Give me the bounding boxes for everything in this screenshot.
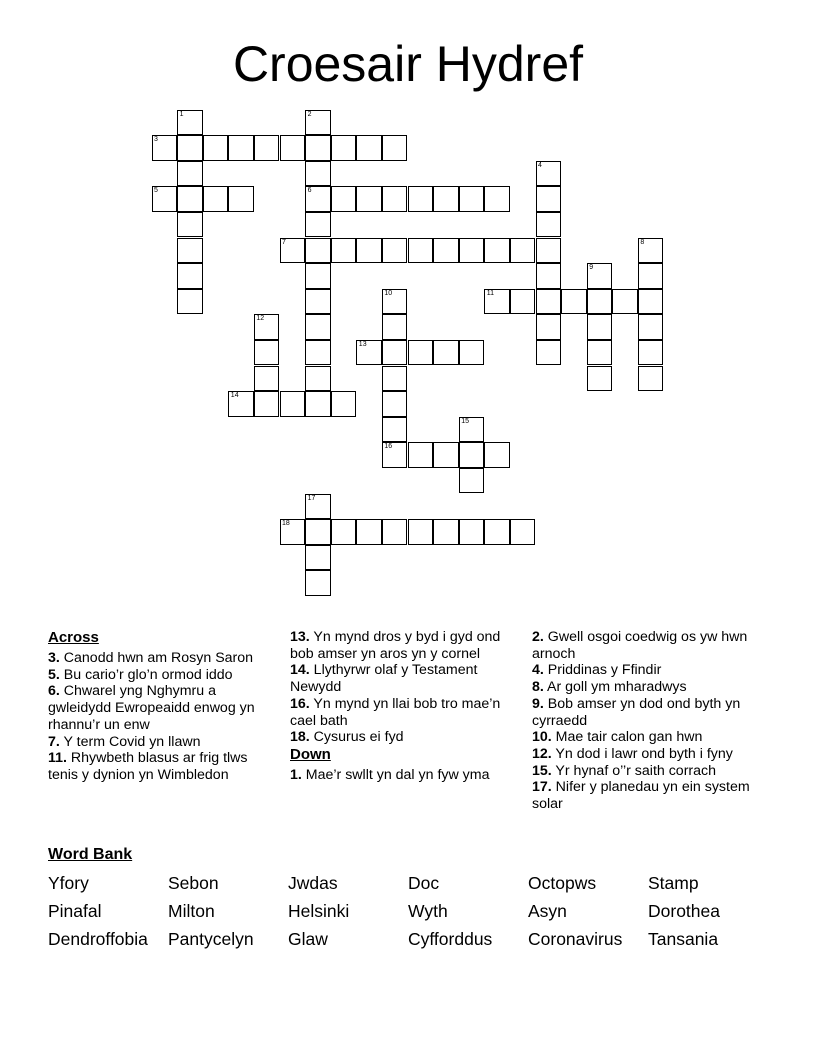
grid-cell[interactable] [484,289,510,315]
grid-cell[interactable] [305,289,331,315]
grid-cell[interactable] [638,263,664,289]
clue-number: 18 [282,520,290,528]
grid-cell[interactable] [459,442,485,468]
grid-cell[interactable] [305,110,331,136]
clue [48,650,270,667]
grid-cell[interactable] [177,238,203,264]
clue-num: 17. [532,779,552,796]
clue-text: Gwell osgoi coedwig os yw hwn arnoch [532,629,748,662]
grid-cell[interactable] [382,314,408,340]
grid-cell[interactable] [638,340,664,366]
word-bank-item: Pinafal [48,901,102,921]
clue-text: Ar goll ym mharadwys [543,679,687,696]
grid-cell[interactable] [254,340,280,366]
grid-cell[interactable] [382,391,408,417]
clue-number: 13 [358,340,367,348]
grid-cell[interactable] [638,314,664,340]
grid-cell[interactable] [536,263,562,289]
grid-cell[interactable] [459,468,485,494]
clue [290,662,515,695]
grid-cell[interactable] [356,340,382,366]
grid-cell[interactable] [459,238,485,264]
clue-number: 17 [307,494,316,502]
word-bank-item: Yfory [48,873,89,893]
clue-num: 1. [290,766,302,783]
grid-cell[interactable] [305,161,331,187]
grid-cell[interactable] [305,263,331,289]
grid-cell[interactable] [382,135,408,161]
clue-number: 11 [486,289,495,297]
clues-column-2 [290,629,515,784]
grid-cell[interactable] [331,238,357,264]
clue [532,729,757,746]
clue-text: Chwarel yng Nghymru a gwleidydd Ewropeaidd enwog yn rhannu’r un enw [48,683,255,733]
clue-num: 11. [48,750,67,767]
clue-num: 10. [532,729,552,746]
clue [532,679,757,696]
grid-cell[interactable] [305,186,331,212]
grid-cell[interactable] [305,366,331,392]
grid-cell[interactable] [203,186,229,212]
grid-cell[interactable] [408,238,434,264]
word-bank-item: Dendroffobia [48,929,148,949]
clue-number: 10 [384,289,393,297]
grid-cell[interactable] [484,186,510,212]
grid-cell[interactable] [305,212,331,238]
word-bank-item: Sebon [168,873,219,893]
clue-text: Mae’r swllt yn dal yn fyw yma [301,766,490,783]
clue-num: 4. [532,662,544,679]
clue-number: 6 [307,187,312,195]
grid-cell[interactable] [382,238,408,264]
clue-text: Priddinas y Ffindir [543,662,662,679]
clue [290,696,515,729]
grid-cell[interactable] [433,519,459,545]
grid-cell[interactable] [484,442,510,468]
clue-num: 14. [290,662,310,679]
grid-cell[interactable] [638,366,664,392]
grid-cell[interactable] [305,570,331,596]
clue [532,763,757,780]
grid-cell[interactable] [536,161,562,187]
clue-number: 4 [538,161,542,169]
clue-number: 12 [256,315,265,323]
grid-cell[interactable] [587,263,613,289]
clue [290,729,515,746]
grid-cell[interactable] [382,186,408,212]
grid-cell[interactable] [638,238,664,264]
word-bank-item: Stamp [648,873,699,893]
clue-num: 13. [290,629,310,645]
word-bank-item: Tansania [648,929,719,949]
grid-cell[interactable] [331,391,357,417]
clue-number: 2 [307,110,312,118]
clue-num: 6. [48,683,60,700]
grid-cell[interactable] [280,519,306,545]
grid-cell[interactable] [177,135,203,161]
grid-cell[interactable] [228,391,254,417]
grid-cell[interactable] [536,314,562,340]
word-bank-item: Glaw [288,929,328,949]
clue [532,696,757,729]
grid-cell[interactable] [331,519,357,545]
clue [532,746,757,763]
grid-cell[interactable] [356,519,382,545]
grid-cell[interactable] [587,314,613,340]
grid-cell[interactable] [177,289,203,315]
grid-cell[interactable] [484,519,510,545]
clue-num: 9. [532,695,544,712]
clue-num: 7. [48,733,60,750]
grid-cell[interactable] [177,110,203,136]
grid-cell[interactable] [254,391,280,417]
grid-cell[interactable] [433,186,459,212]
clue-num: 16. [290,695,310,712]
clue-number: 5 [154,187,158,195]
clue [48,734,270,751]
grid-cell[interactable] [305,545,331,571]
clue-num: 12. [532,745,552,762]
word-bank-item: Wyth [408,901,448,921]
grid-cell[interactable] [587,340,613,366]
clue-text: Llythyrwr olaf y Testament Newydd [290,662,478,696]
grid-cell[interactable] [331,135,357,161]
grid-cell[interactable] [305,519,331,545]
word-bank-item: Cyfforddus [408,929,493,949]
grid-cell[interactable] [228,186,254,212]
grid-cell[interactable] [638,289,664,315]
word-bank-item: Doc [408,873,440,893]
grid-cell[interactable] [612,289,638,315]
across-heading: Across [48,629,99,646]
word-bank-item: Coronavirus [528,929,623,949]
clue-number: 9 [589,264,594,272]
grid-cell[interactable] [280,391,306,417]
grid-cell[interactable] [433,340,459,366]
clue-text: Cysurus ei fyd [309,729,404,746]
grid-cell[interactable] [459,519,485,545]
clues-column-3 [532,629,757,813]
grid-cell[interactable] [331,186,357,212]
clue [532,779,757,812]
grid-cell[interactable] [536,212,562,238]
grid-cell[interactable] [152,135,178,161]
grid-cell[interactable] [459,186,485,212]
clue-text: Bob amser yn dod ond byth yn cyrraedd [532,695,741,729]
grid-cell[interactable] [536,186,562,212]
clue-num: 8. [532,679,544,696]
clue [532,629,757,662]
grid-cell[interactable] [305,238,331,264]
word-bank-item: Jwdas [288,873,338,893]
grid-cell[interactable] [254,366,280,392]
grid-cell[interactable] [228,135,254,161]
grid-cell[interactable] [561,289,587,315]
clue-text: Bu cario’r glo’n ormod iddo [59,666,233,683]
grid-cell[interactable] [433,442,459,468]
word-bank-item: Octopws [528,873,597,893]
clue [290,767,515,784]
grid-cell[interactable] [203,135,229,161]
clue-num: 3. [48,650,60,666]
grid-cell[interactable] [177,186,203,212]
clue-num: 2. [532,629,544,645]
clue-text: Y term Covid yn llawn [59,733,201,750]
grid-cell[interactable] [382,417,408,443]
word-bank-heading: Word Bank [48,846,133,863]
grid-cell[interactable] [177,212,203,238]
clue-text: Yn mynd dros y byd i gyd ond bob amser yn aros yn y cornel [290,629,501,662]
grid-cell[interactable] [408,442,434,468]
grid-cell[interactable] [587,289,613,315]
grid-cell[interactable] [382,366,408,392]
clue-number: 16 [384,443,393,451]
grid-cell[interactable] [510,238,536,264]
grid-cell[interactable] [356,135,382,161]
clue-text: Mae tair calon gan hwn [551,729,703,746]
clue-text: Yn mynd yn llai bob tro mae’n cael bath [290,695,501,729]
clue [48,750,270,783]
clue-text: Yr hynaf o’’r saith corrach [551,762,717,779]
grid-cell[interactable] [280,238,306,264]
clue-number: 3 [154,136,158,144]
grid-cell[interactable] [280,135,306,161]
grid-cell[interactable] [177,263,203,289]
grid-cell[interactable] [459,340,485,366]
grid-cell[interactable] [356,186,382,212]
page-title: Croesair Hydref [232,36,584,92]
down-heading: Down [290,745,331,763]
clue-number: 8 [640,238,645,246]
grid-cell[interactable] [152,186,178,212]
grid-cell[interactable] [382,519,408,545]
grid-cell[interactable] [254,135,280,161]
clue-num: 18. [290,729,310,746]
grid-cell[interactable] [382,340,408,366]
grid-cell[interactable] [305,494,331,520]
grid-cell[interactable] [382,442,408,468]
word-bank-item: Milton [168,901,215,921]
grid-cell[interactable] [305,135,331,161]
word-bank [48,873,788,949]
clue-num: 5. [48,666,60,683]
grid-cell[interactable] [587,366,613,392]
clue-number: 15 [461,417,469,425]
clue [48,683,270,733]
grid-cell[interactable] [536,340,562,366]
grid-cell[interactable] [484,238,510,264]
grid-cell[interactable] [536,289,562,315]
clue-text: Canodd hwn am Rosyn Saron [59,650,254,666]
clue-text: Nifer y planedau yn ein system solar [532,779,750,813]
grid-cell[interactable] [408,519,434,545]
clues-column-1 [48,629,270,784]
word-bank-item: Helsinki [288,901,350,921]
grid-cell[interactable] [433,238,459,264]
word-bank-item: Pantycelyn [168,929,254,949]
clue [290,629,515,662]
clue-number: 7 [282,238,286,246]
grid-cell[interactable] [536,238,562,264]
word-bank-item: Asyn [528,901,567,921]
word-bank-item: Dorothea [648,901,720,921]
grid-cell[interactable] [305,314,331,340]
grid-cell[interactable] [177,161,203,187]
clue-number: 14 [230,392,239,400]
grid-cell[interactable] [254,314,280,340]
grid-cell[interactable] [510,289,536,315]
clue-number: 1 [179,110,184,118]
clue [532,662,757,679]
grid-cell[interactable] [305,340,331,366]
clue-num: 15. [532,762,552,779]
clue-text: Yn dod i lawr ond byth i fyny [551,745,733,762]
grid-cell[interactable] [408,186,434,212]
clue-text: Rhywbeth blasus ar frig tlws tenis y dynion yn Wimbledon [48,750,248,783]
grid-cell[interactable] [382,289,408,315]
grid-cell[interactable] [356,238,382,264]
grid-cell[interactable] [408,340,434,366]
grid-cell[interactable] [510,519,536,545]
grid-cell[interactable] [305,391,331,417]
clue [48,667,270,684]
grid-cell[interactable] [459,417,485,443]
